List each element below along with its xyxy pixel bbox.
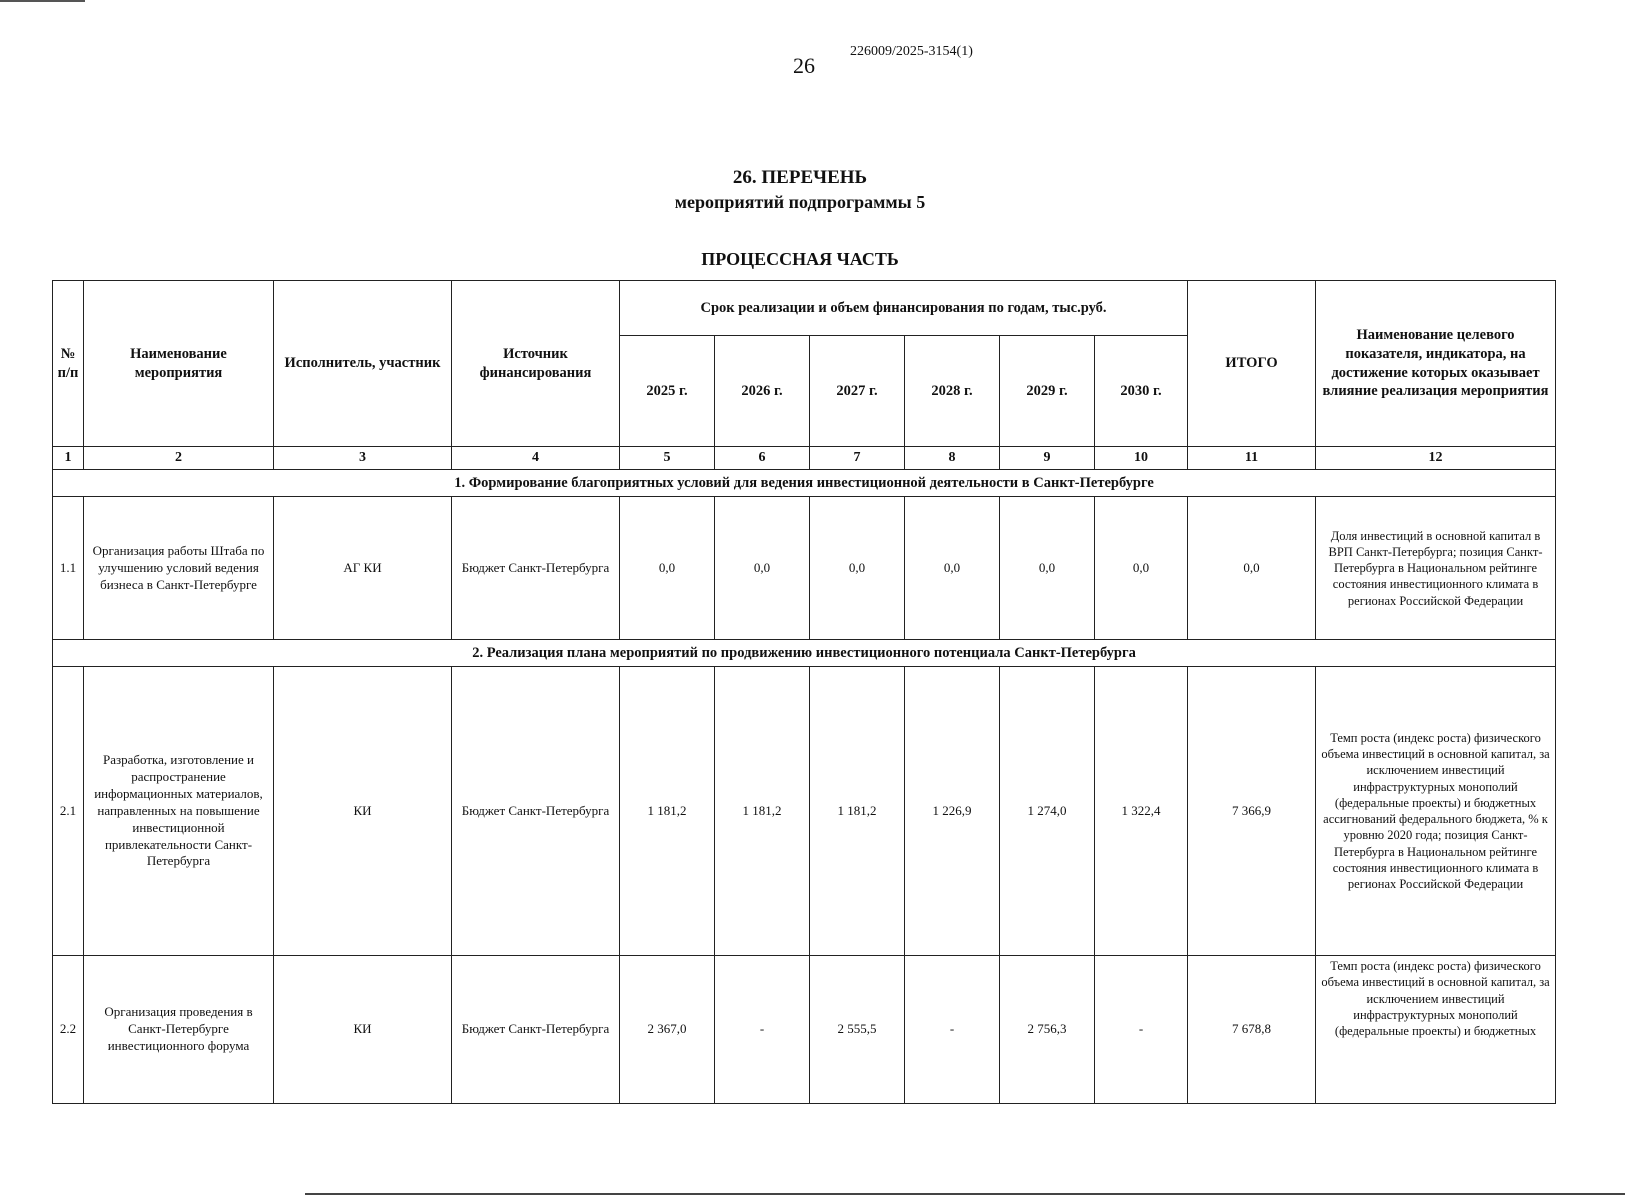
value-2025: 2 367,0 (620, 956, 715, 1104)
col-number: 1 (53, 447, 84, 470)
col-number: 3 (274, 447, 452, 470)
value-total: 0,0 (1188, 497, 1316, 640)
funding-source: Бюджет Санкт-Петербурга (452, 497, 620, 640)
target-indicator: Темп роста (индекс роста) физического объема инвестиций в основной капитал, за исключением инвестиций инфраструктурных монополий (федеральные проекты) и бюджетных ассигнований федерального бюджета, % к уровню 2020 года; позиция Санкт-Петербурга в Национальном рейтинге состояния инвестиционного климата в регионах Российской Федерации (1316, 667, 1556, 956)
value-2027: 2 555,5 (810, 956, 905, 1104)
value-2030: 0,0 (1095, 497, 1188, 640)
col-number: 10 (1095, 447, 1188, 470)
section-title: ПРОЦЕССНАЯ ЧАСТЬ (701, 249, 899, 269)
col-number: 9 (1000, 447, 1095, 470)
value-2026: 0,0 (715, 497, 810, 640)
col-number: 11 (1188, 447, 1316, 470)
page-number: 26 (793, 53, 815, 78)
page-subtitle: мероприятий подпрограммы 5 (674, 192, 926, 212)
scan-edge-line (0, 0, 85, 2)
header-num: № п/п (53, 281, 84, 447)
group-title: 2. Реализация плана мероприятий по продвижению инвестиционного потенциала Санкт-Петербурга (53, 640, 1556, 667)
header-indicator: Наименование целевого показателя, индикатора, на достижение которых оказывает влияние реализация мероприятия (1316, 281, 1556, 447)
page-title: 26. ПЕРЕЧЕНЬ (732, 167, 868, 188)
target-indicator-cell (1316, 956, 1556, 1104)
target-indicator: Темп роста (индекс роста) физического объема инвестиций в основной капитал, за исключением инвестиций инфраструктурных монополий (федеральные проекты) и бюджетных (1321, 959, 1550, 1039)
table-row (53, 497, 1556, 640)
group-row-1 (53, 470, 1556, 497)
activities-table (52, 280, 1556, 1104)
scan-edge-line (305, 1193, 1625, 1195)
executor: КИ (274, 956, 452, 1104)
value-2025: 1 181,2 (620, 667, 715, 956)
value-2030: 1 322,4 (1095, 667, 1188, 956)
value-2028: 0,0 (905, 497, 1000, 640)
value-total: 7 678,8 (1188, 956, 1316, 1104)
group-row-2 (53, 640, 1556, 667)
header-year-2028: 2028 г. (905, 336, 1000, 447)
col-number: 8 (905, 447, 1000, 470)
group-title: 1. Формирование благоприятных условий для ведения инвестиционной деятельности в Санкт-Петербурге (53, 470, 1556, 497)
activity-name: Организация проведения в Санкт-Петербурге инвестиционного форума (84, 956, 274, 1104)
value-2029: 1 274,0 (1000, 667, 1095, 956)
col-number: 4 (452, 447, 620, 470)
value-2026: 1 181,2 (715, 667, 810, 956)
column-number-row (53, 447, 1556, 470)
target-indicator: Доля инвестиций в основной капитал в ВРП Санкт-Петербурга; позиция Санкт-Петербурга в Национальном рейтинге состояния инвестиционного климата в регионах Российской Федерации (1316, 497, 1556, 640)
header-year-2027: 2027 г. (810, 336, 905, 447)
header-total: ИТОГО (1188, 281, 1316, 447)
col-number: 2 (84, 447, 274, 470)
header-name: Наименование мероприятия (84, 281, 274, 447)
col-number: 6 (715, 447, 810, 470)
table-header-row (53, 281, 1556, 336)
document-id: 226009/2025-3154(1) (850, 44, 973, 59)
activity-name: Организация работы Штаба по улучшению условий ведения бизнеса в Санкт-Петербурге (84, 497, 274, 640)
value-2030: - (1095, 956, 1188, 1104)
value-2028: 1 226,9 (905, 667, 1000, 956)
table-row (53, 956, 1556, 1104)
header-year-2029: 2029 г. (1000, 336, 1095, 447)
value-2025: 0,0 (620, 497, 715, 640)
value-2028: - (905, 956, 1000, 1104)
row-num: 1.1 (53, 497, 84, 640)
col-number: 12 (1316, 447, 1556, 470)
header-executor: Исполнитель, участник (274, 281, 452, 447)
activity-name: Разработка, изготовление и распространение информационных материалов, направленных на повышение инвестиционной привлекательности Санкт-Петербурга (84, 667, 274, 956)
table-row (53, 667, 1556, 956)
value-2029: 0,0 (1000, 497, 1095, 640)
col-number: 5 (620, 447, 715, 470)
row-num: 2.1 (53, 667, 84, 956)
value-2026: - (715, 956, 810, 1104)
col-number: 7 (810, 447, 905, 470)
header-year-2025: 2025 г. (620, 336, 715, 447)
header-year-2026: 2026 г. (715, 336, 810, 447)
header-source: Источник финансирования (452, 281, 620, 447)
header-year-2030: 2030 г. (1095, 336, 1188, 447)
value-total: 7 366,9 (1188, 667, 1316, 956)
executor: АГ КИ (274, 497, 452, 640)
row-num: 2.2 (53, 956, 84, 1104)
funding-source: Бюджет Санкт-Петербурга (452, 956, 620, 1104)
value-2027: 1 181,2 (810, 667, 905, 956)
executor: КИ (274, 667, 452, 956)
value-2029: 2 756,3 (1000, 956, 1095, 1104)
value-2027: 0,0 (810, 497, 905, 640)
header-period: Срок реализации и объем финансирования по годам, тыс.руб. (620, 281, 1188, 336)
funding-source: Бюджет Санкт-Петербурга (452, 667, 620, 956)
